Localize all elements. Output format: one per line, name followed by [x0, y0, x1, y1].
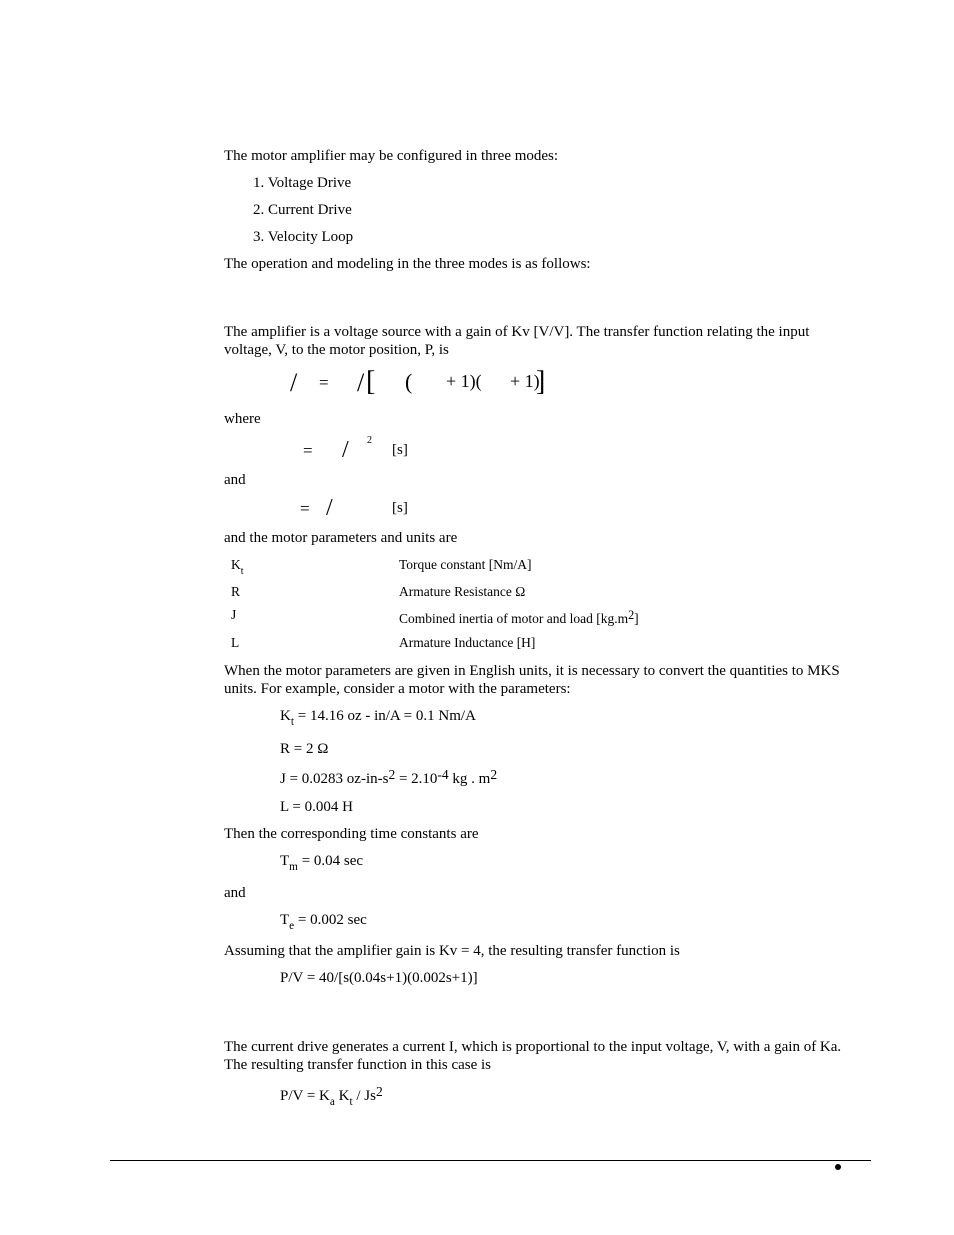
params-intro: and the motor parameters and units are: [224, 530, 458, 546]
mode-item-current: 2. Current Drive: [253, 202, 352, 218]
footer-rule: [110, 1160, 871, 1161]
intro-text: The motor amplifier may be configured in three modes:: [224, 148, 559, 164]
tm-value: $T_m = 0.04$ sec: [280, 853, 364, 873]
current-para-line2: The resulting transfer function in this case is: [224, 1057, 492, 1073]
te-value: $T_e = 0.002$ sec: [280, 912, 367, 932]
and-label-2: and: [224, 885, 246, 901]
param-description: Armature Resistance Ω: [399, 584, 526, 599]
param-symbol: R: [231, 584, 241, 599]
current-para-line1: The current drive generates a current I, which is proportional to the input voltage, V, with a gain of Ka.: [224, 1039, 842, 1055]
english-units-line1: When the motor parameters are given in English units, it is necessary to convert the quantities to MKS: [224, 663, 840, 679]
and-label-1: and: [224, 472, 246, 488]
param-symbol: J: [231, 607, 237, 622]
time-constants-intro: Then the corresponding time constants are: [224, 826, 479, 842]
assuming-text: Assuming that the amplifier gain is Kv = 4, the resulting transfer function is: [224, 943, 680, 959]
example-j: J = 0.0283 oz-in-s2 = 2.10-4 kg . m2: [280, 767, 498, 787]
param-description: Torque constant [Nm/A]: [399, 557, 532, 572]
example-l: L = 0.004 H: [280, 799, 353, 815]
mode-item-voltage: 1. Voltage Drive: [253, 175, 352, 191]
example-kt: $K_t = 14.16$ oz - in/A = 0.1 Nm/A: [280, 708, 476, 728]
operation-text: The operation and modeling in the three modes is as follows:: [224, 256, 591, 272]
english-units-line2: units. For example, consider a motor with the parameters:: [224, 681, 571, 697]
result-transfer-function: P/V = 40/[s(0.04s+1)(0.002s+1)]: [280, 970, 478, 986]
where-label: where: [224, 411, 261, 427]
param-symbol: L: [231, 635, 240, 650]
mode-item-velocity: 3. Velocity Loop: [253, 229, 354, 245]
voltage-para-line2: voltage, V, to the motor position, P, is: [224, 342, 449, 358]
param-description: Combined inertia of motor and load [kg.m2]: [399, 608, 639, 626]
param-symbol: $K_t$: [231, 557, 244, 577]
current-transfer-function: $P/V = K_a$ $K_t / Js2$: [280, 1084, 383, 1108]
voltage-para-line1: The amplifier is a voltage source with a gain of Kv [V/V]. The transfer function relating the input: [224, 324, 810, 340]
footer-bullet-icon: [835, 1164, 841, 1170]
param-description: Armature Inductance [H]: [399, 635, 536, 650]
example-r: R = 2 Ω: [280, 741, 329, 757]
